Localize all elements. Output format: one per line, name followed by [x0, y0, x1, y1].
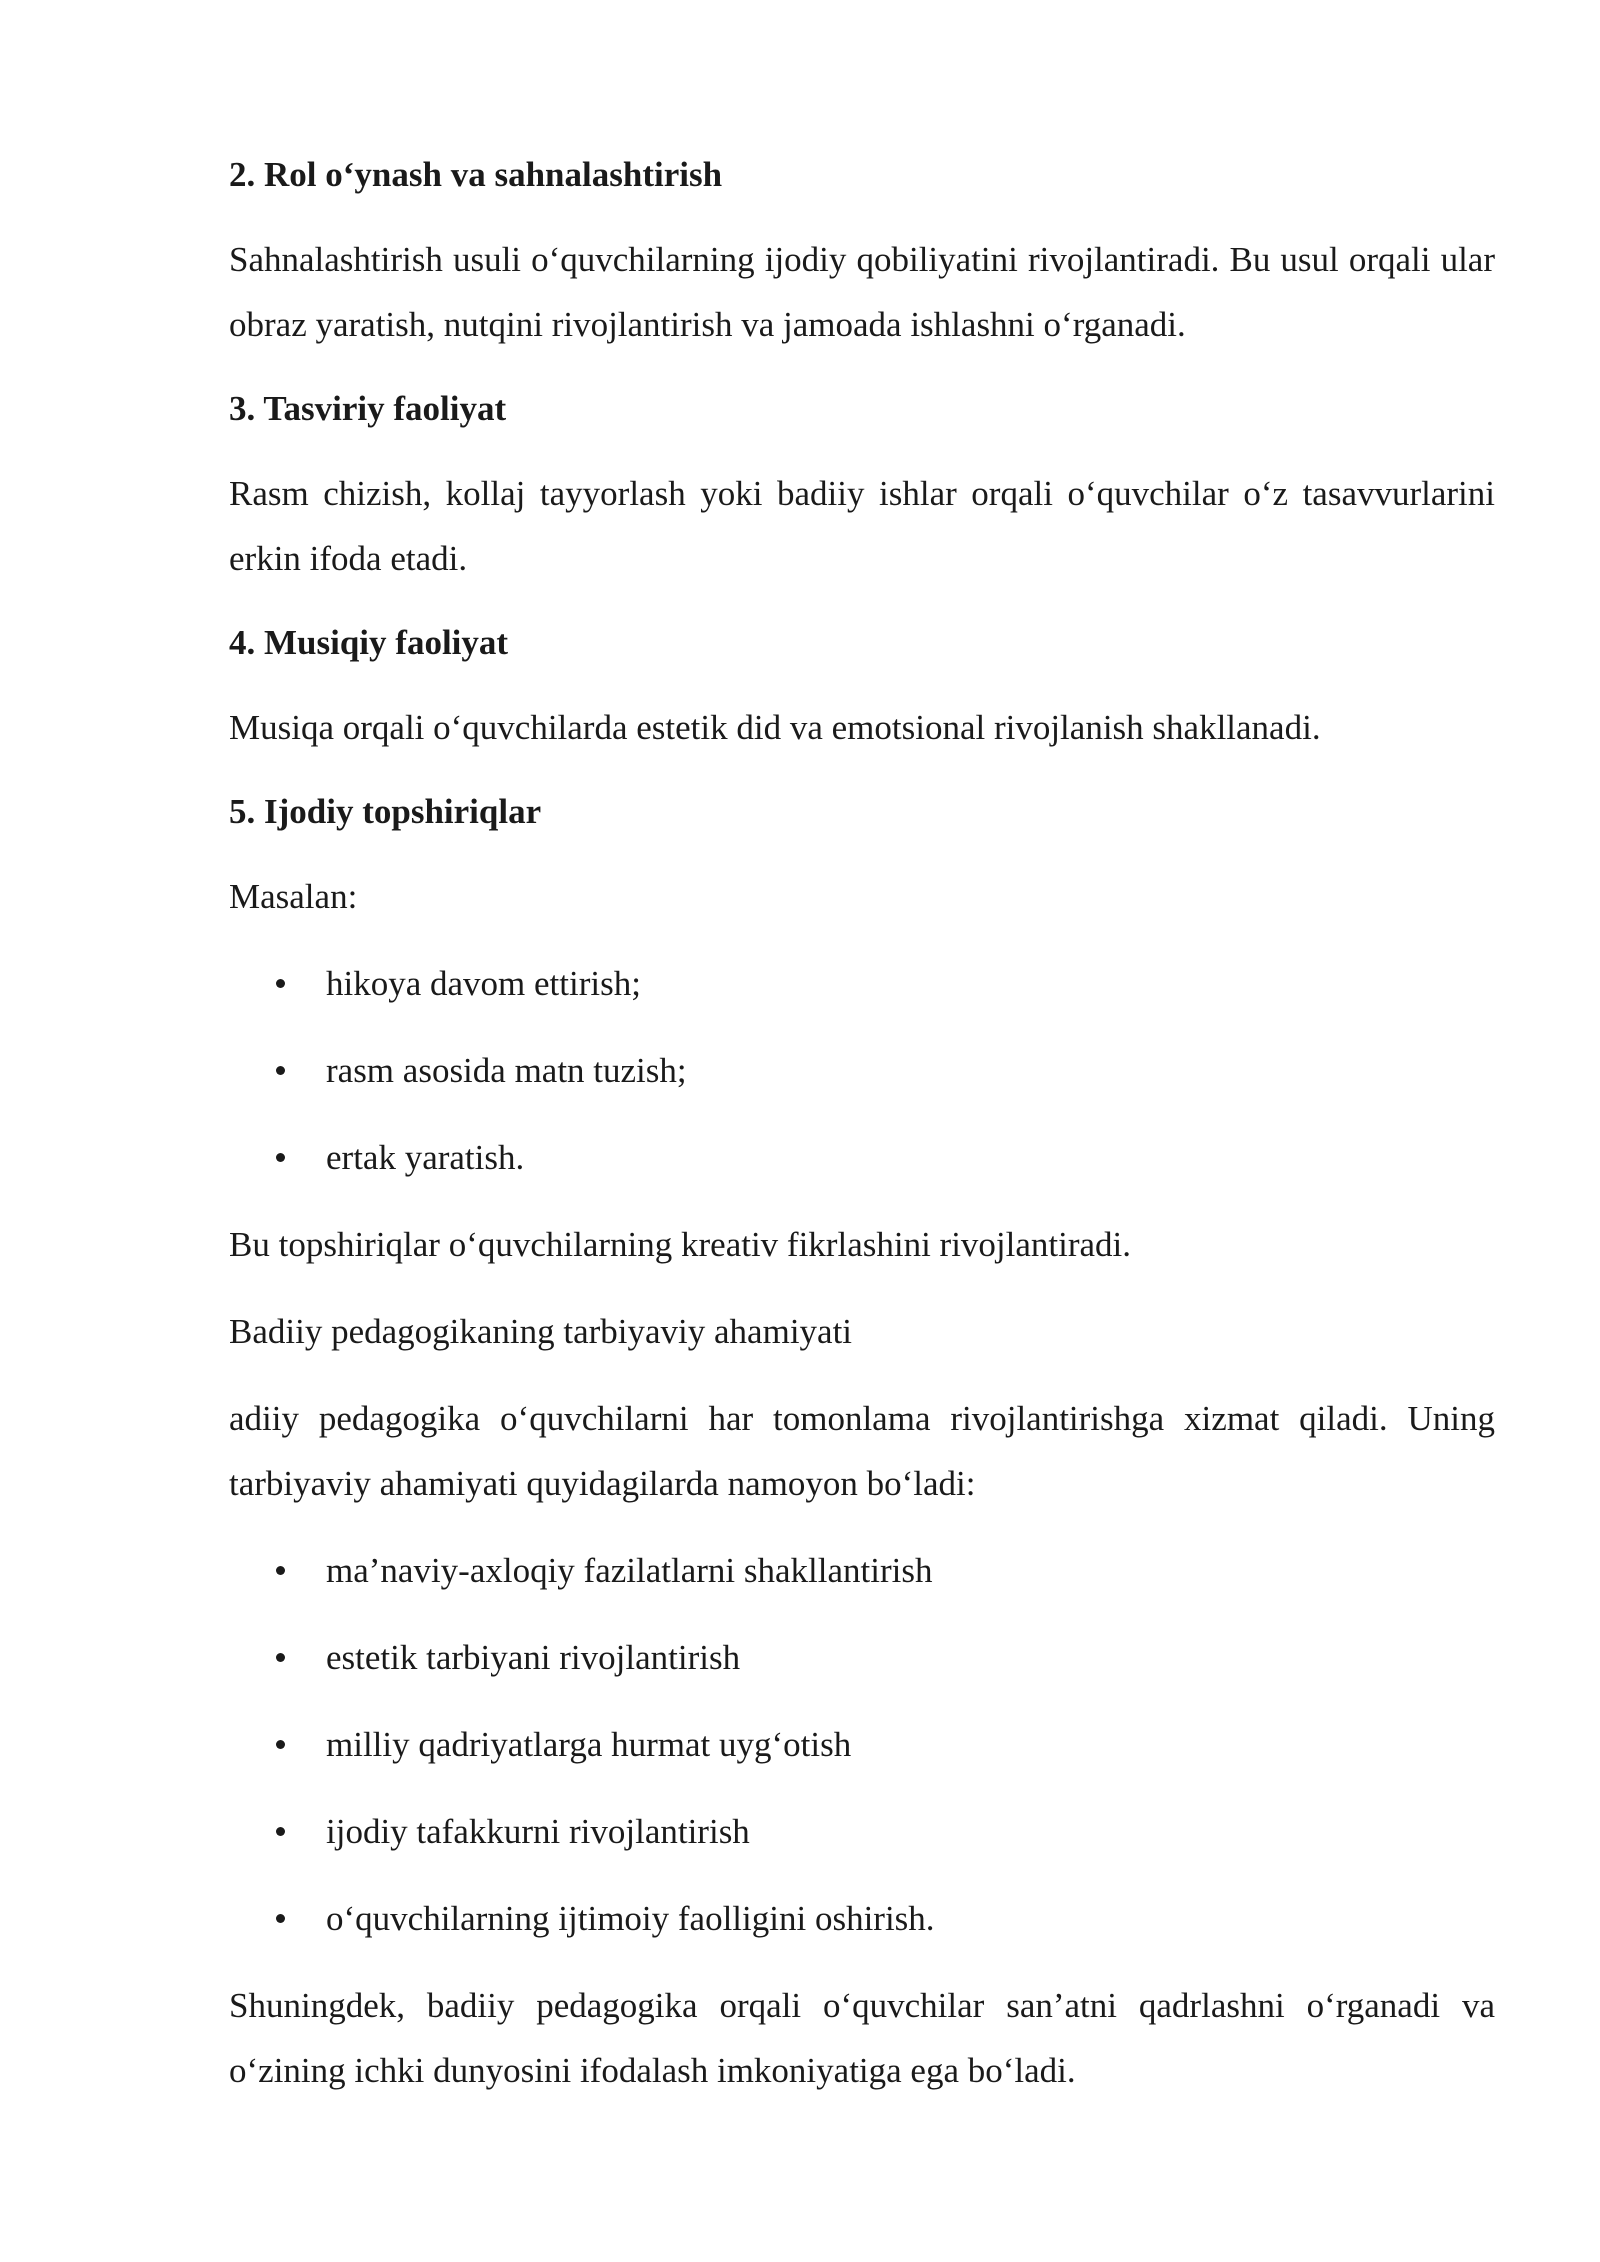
list-item-text: ertak yaratish.: [326, 1138, 525, 1177]
bullet-icon: [276, 1740, 285, 1749]
importance-conclusion: Shuningdek, badiiy pedagogika orqali o‘quvchilar san’atni qadrlashni o‘rganadi va o‘zining ichki dunyosini ifodalash imkoniyatiga ega bo‘ladi.: [229, 1986, 1495, 2090]
list-item: [229, 1125, 1495, 1190]
importance-text: adiiy pedagogika o‘quvchilarni har tomonlama rivojlantirishga xizmat qiladi. Uning tarbiyaviy ahamiyati quyidagilarda namoyon bo‘ladi:: [229, 1399, 1495, 1503]
list-item: [229, 951, 1495, 1016]
bullet-icon: [276, 979, 285, 988]
list-item: [229, 1712, 1495, 1777]
section-intro-creative-tasks: Masalan:: [229, 877, 358, 916]
section-heading-creative-tasks: 5. Ijodiy topshiriqlar: [229, 792, 542, 831]
section-text-music-activity: Musiqa orqali o‘quvchilarda estetik did va emotsional rivojlanish shakllanadi.: [229, 708, 1321, 747]
list-item-text: rasm asosida matn tuzish;: [326, 1051, 687, 1090]
document-page: [229, 145, 1495, 2125]
section-heading-role-play: 2. Rol o‘ynash va sahnalashtirish: [229, 155, 723, 194]
section-heading-music-activity: 4. Musiqiy faoliyat: [229, 623, 509, 662]
list-item: [229, 1886, 1495, 1951]
bullet-icon: [276, 1066, 285, 1075]
bullet-icon: [276, 1566, 285, 1575]
bullet-icon: [276, 1153, 285, 1162]
list-item: [229, 1038, 1495, 1103]
bullet-icon: [276, 1914, 285, 1923]
bullet-icon: [276, 1653, 285, 1662]
list-item: [229, 1799, 1495, 1864]
section-text-visual-activity: Rasm chizish, kollaj tayyorlash yoki badiiy ishlar orqali o‘quvchilar o‘z tasavvurlarini erkin ifoda etadi.: [229, 474, 1495, 578]
section-outro-creative-tasks: Bu topshiriqlar o‘quvchilarning kreativ fikrlashini rivojlantiradi.: [229, 1225, 1132, 1264]
section-text-role-play: Sahnalashtirish usuli o‘quvchilarning ijodiy qobiliyatini rivojlantiradi. Bu usul orqali ular obraz yaratish, nutqini rivojlantirish va jamoada ishlashni o‘rganadi.: [229, 240, 1495, 344]
importance-list: [229, 1538, 1495, 1951]
section-heading-visual-activity: 3. Tasviriy faoliyat: [229, 389, 507, 428]
list-item: [229, 1538, 1495, 1603]
creative-tasks-list: [229, 951, 1495, 1190]
list-item-text: estetik tarbiyani rivojlantirish: [326, 1638, 741, 1677]
list-item-text: o‘quvchilarning ijtimoiy faolligini oshirish.: [326, 1899, 935, 1938]
list-item-text: ijodiy tafakkurni rivojlantirish: [326, 1812, 750, 1851]
list-item-text: milliy qadriyatlarga hurmat uyg‘otish: [326, 1725, 852, 1764]
list-item-text: ma’naviy-axloqiy fazilatlarni shakllantirish: [326, 1551, 933, 1590]
list-item: [229, 1625, 1495, 1690]
bullet-icon: [276, 1827, 285, 1836]
list-item-text: hikoya davom ettirish;: [326, 964, 641, 1003]
importance-title: Badiiy pedagogikaning tarbiyaviy ahamiyati: [229, 1312, 853, 1351]
